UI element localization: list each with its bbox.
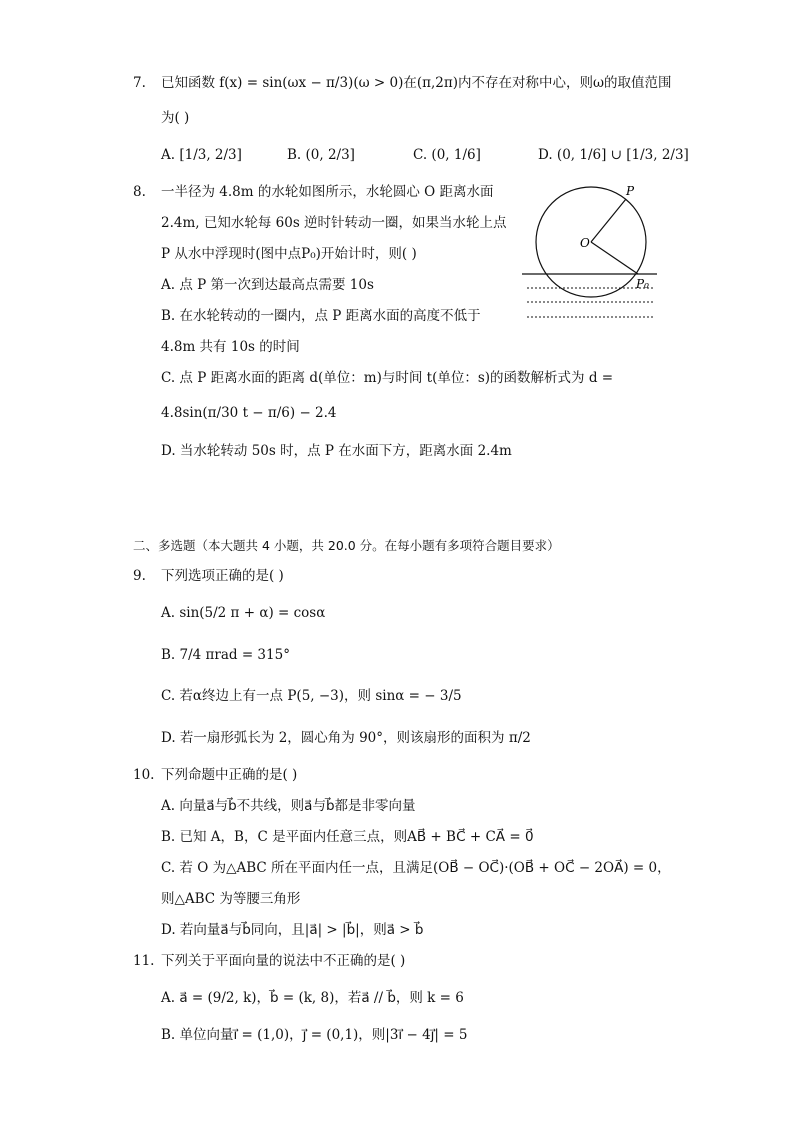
question-11-option-b: B. 单位向量i⃗ = (1,0)，j⃗ = (0,1)，则|3i⃗ − 4j⃗| = 5 xyxy=(161,1027,468,1043)
question-7-stem-cont: 为( ) xyxy=(161,110,190,126)
question-8-stem-cont: 2.4m, 已知水轮每 60s 逆时针转动一圈，如果当水轮上点 xyxy=(161,215,507,231)
question-11-option-a: A. a⃗ = (9/2, k)，b⃗ = (k, 8)，若a⃗ // b⃗，则 k = 6 xyxy=(161,990,464,1006)
question-7-option-a: A. [1/3, 2/3] xyxy=(161,147,242,163)
question-7-option-c: C. (0, 1/6] xyxy=(413,147,481,163)
question-8-number: 8. xyxy=(133,184,146,200)
question-7-option-b: B. (0, 2/3] xyxy=(287,147,355,163)
question-10-option-d: D. 若向量a⃗与b⃗同向，且|a⃗| > |b⃗|，则a⃗ > b⃗ xyxy=(161,922,424,938)
question-10-option-c: C. 若 O 为△ABC 所在平面内任一点，且满足(OB⃗ − OC⃗)·(OB⃗ + OC⃗ − 2OA⃗) = 0， xyxy=(161,860,671,876)
water-wheel-figure xyxy=(522,182,662,324)
question-9-option-d: D. 若一扇形弧长为 2，圆心角为 90°，则该扇形的面积为 π/2 xyxy=(161,730,531,746)
question-10-option-b: B. 已知 A，B，C 是平面内任意三点，则AB⃗ + BC⃗ + CA⃗ = 0⃗ xyxy=(161,829,534,845)
question-10-stem: 下列命题中正确的是( ) xyxy=(161,767,298,783)
question-10-option-a: A. 向量a⃗与b⃗不共线，则a⃗与b⃗都是非零向量 xyxy=(161,798,416,814)
question-8-option-d: D. 当水轮转动 50s 时，点 P 在水面下方，距离水面 2.4m xyxy=(161,443,512,459)
question-9-number: 9. xyxy=(133,568,146,584)
label-p: P xyxy=(626,184,635,198)
question-8-option-c-cont: 4.8sin(π/30 t − π/6) − 2.4 xyxy=(161,405,337,421)
question-7-option-d: D. (0, 1/6] ∪ [1/3, 2/3] xyxy=(538,147,689,163)
question-8-stem: 一半径为 4.8m 的水轮如图所示，水轮圆心 O 距离水面 xyxy=(161,184,494,200)
label-p0: P₀ xyxy=(636,277,649,291)
question-11-stem: 下列关于平面向量的说法中不正确的是( ) xyxy=(161,953,406,969)
question-9-option-b: B. 7/4 πrad = 315° xyxy=(161,647,290,663)
question-9-option-a: A. sin(5/2 π + α) = cosα xyxy=(161,605,326,621)
question-10-number: 10. xyxy=(133,767,155,783)
question-8-option-a: A. 点 P 第一次到达最高点需要 10s xyxy=(161,277,374,293)
question-7-stem: 已知函数 f(x) = sin(ωx − π/3)(ω > 0)在(π,2π)内不存在对称中心，则ω的取值范围 xyxy=(161,75,672,91)
question-9-option-c: C. 若α终边上有一点 P(5, −3)，则 sinα = − 3/5 xyxy=(161,688,462,704)
label-o: O xyxy=(580,236,590,250)
question-9-stem: 下列选项正确的是( ) xyxy=(161,568,284,584)
question-7-number: 7. xyxy=(133,75,146,91)
question-8-option-c: C. 点 P 距离水面的距离 d(单位：m)与时间 t(单位：s)的函数解析式为 d = xyxy=(161,370,614,386)
question-8-option-b-cont: 4.8m 共有 10s 的时间 xyxy=(161,339,300,355)
radius-to-p0 xyxy=(591,242,638,274)
question-10-option-c-cont: 则△ABC 为等腰三角形 xyxy=(161,891,301,907)
radius-to-p xyxy=(591,199,626,242)
section-2-heading: 二、多选题（本大题共 4 小题，共 20.0 分。在每小题有多项符合题目要求） xyxy=(133,538,560,553)
question-8-stem-cont-2: P 从水中浮现时(图中点P₀)开始计时，则( ) xyxy=(161,246,417,262)
question-11-number: 11. xyxy=(133,953,155,969)
question-8-option-b: B. 在水轮转动的一圈内，点 P 距离水面的高度不低于 xyxy=(161,308,481,324)
